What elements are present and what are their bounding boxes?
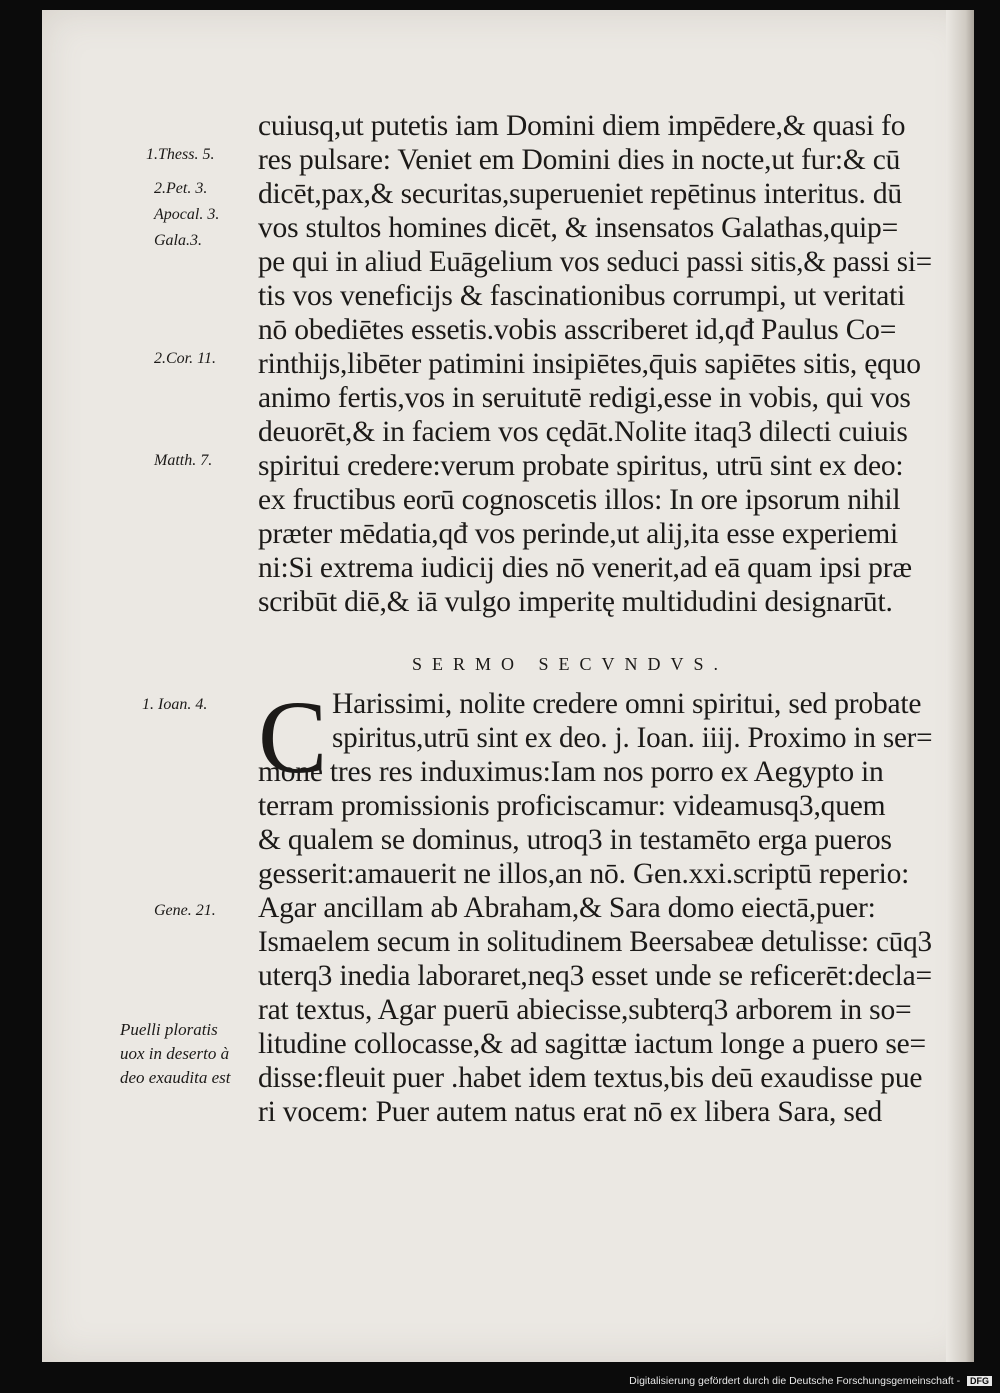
text-line: ri vocem: Puer autem natus erat nō ex libera Sara, sed — [258, 1096, 883, 1128]
margin-ref-1thess: 1.Thess. 5. — [146, 146, 215, 163]
text-line: Ismaelem secum in solitudinem Beersabeæ detulisse: cūq3 — [258, 926, 932, 958]
margin-note — [120, 1018, 230, 1090]
text-line: nō obediētes essetis.vobis asscriberet id,qđ Paulus Co= — [258, 314, 897, 346]
text-line: spiritui credere:verum probate spiritus, utrū sint ex deo: — [258, 450, 904, 482]
text-line: dicēt,pax,& securitas,superueniet repētinus interitus. dū — [258, 178, 902, 210]
text-line: Harissimi, nolite credere omni spiritui, sed probate — [332, 688, 922, 720]
margin-ref-apocal: Apocal. 3. — [154, 206, 220, 223]
footer-credit — [629, 1375, 992, 1387]
page-fold-shadow — [946, 10, 974, 1362]
margin-ref-gala: Gala.3. — [154, 232, 202, 249]
margin-note-line: uox in deserto à — [120, 1044, 230, 1063]
text-line: disse:fleuit puer .habet idem textus,bis deū exaudisse pue — [258, 1062, 923, 1094]
margin-ref-2pet: 2.Pet. 3. — [154, 180, 208, 197]
margin-ref-1ioan: 1. Ioan. 4. — [142, 696, 208, 713]
footer-text: Digitalisierung gefördert durch die Deutsche Forschungsgemeinschaft - — [629, 1375, 961, 1387]
margin-ref-2cor: 2.Cor. 11. — [154, 350, 216, 367]
margin-note-line: deo exaudita est — [120, 1068, 231, 1087]
text-line: rinthijs,libēter patimini insipiētes,q̄uis sapiētes sitis, ęquo — [258, 348, 921, 380]
text-line: terram promissionis proficiscamur: videamusq3,quem — [258, 790, 886, 822]
text-line: præter mēdatia,qđ vos perinde,ut alij,ita esse experiemi — [258, 518, 899, 550]
text-line: ni:Si extrema iudicij dies nō venerit,ad eā quam ipsi præ — [258, 552, 912, 584]
text-line: litudine collocasse,& ad sagittæ iactum longe a puero se= — [258, 1028, 926, 1060]
text-line: deuorēt,& in faciem vos cędāt.Nolite itaq3 dilecti cuiuis — [258, 416, 908, 448]
text-line: res pulsare: Veniet em Domini dies in nocte,ut fur:& cū — [258, 144, 901, 176]
margin-note-line: Puelli ploratis — [120, 1020, 218, 1039]
text-line: cuiusq,ut putetis iam Domini diem impēdere,& quasi fo — [258, 110, 906, 142]
text-line: vos stultos homines dicēt, & insensatos Galathas,quip= — [258, 212, 899, 244]
book-page — [42, 10, 974, 1362]
text-line: animo fertis,vos in seruitutē redigi,esse in vobis, qui vos — [258, 382, 911, 414]
drop-initial: C — [258, 680, 328, 795]
text-line: uterq3 inedia laboraret,neq3 esset unde se reficerēt:decla= — [258, 960, 932, 992]
margin-ref-matth: Matth. 7. — [154, 452, 213, 469]
text-line: spiritus,utrū sint ex deo. j. Ioan. iiij. Proximo in ser= — [332, 722, 933, 754]
text-line: & qualem se dominus, utroq3 in testamēto erga pueros — [258, 824, 892, 856]
text-line: tis vos veneficijs & fascinationibus corrumpi, ut veritati — [258, 280, 906, 312]
text-line: pe qui in aliud Euāgelium vos seduci passi sitis,& passi si= — [258, 246, 932, 278]
text-line: scribūt diē,& iā vulgo imperitę multidudini designarūt. — [258, 586, 893, 618]
text-line: ex fructibus eorū cognoscetis illos: In ore ipsorum nihil — [258, 484, 901, 516]
text-line: rat textus, Agar puerū abiecisse,subterq3 arborem in so= — [258, 994, 912, 1026]
text-line: Agar ancillam ab Abraham,& Sara domo eiectā,puer: — [258, 892, 876, 924]
text-line: gesserit:amauerit ne illos,an nō. Gen.xxi.scriptū reperio: — [258, 858, 910, 890]
text-line: mone tres res induximus:Iam nos porro ex Aegypto in — [258, 756, 884, 788]
section-heading: SERMO SECVNDVS. — [412, 654, 729, 674]
margin-ref-gene: Gene. 21. — [154, 902, 216, 919]
dfg-logo: DFG — [967, 1376, 992, 1386]
